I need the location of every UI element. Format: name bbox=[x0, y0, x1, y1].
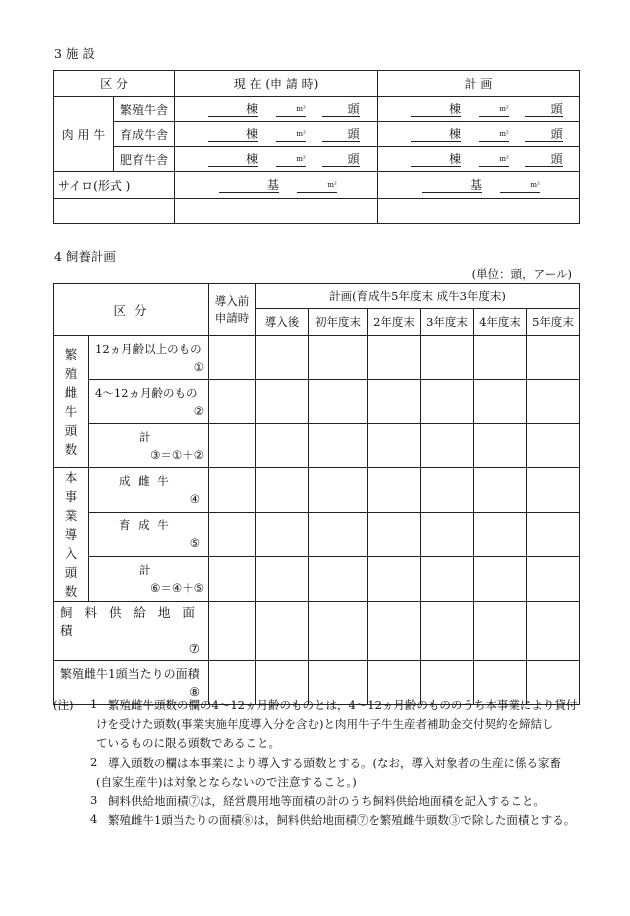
cell[interactable] bbox=[368, 424, 421, 468]
note-1-num: 1 bbox=[90, 697, 98, 711]
cell[interactable] bbox=[256, 602, 309, 661]
unit-head: 頭 bbox=[322, 127, 360, 142]
row-mark: ③＝①＋② bbox=[150, 447, 205, 462]
silo-label: サイロ(形式 ) bbox=[54, 172, 175, 199]
cell[interactable] bbox=[474, 424, 527, 468]
cell[interactable] bbox=[309, 602, 368, 661]
cell[interactable] bbox=[474, 557, 527, 602]
plan-header: 計画(育成牛5年度末 成牛3年度末) bbox=[256, 284, 580, 309]
current-cell-silo[interactable] bbox=[175, 172, 378, 199]
col-kubun-header: 区 分 bbox=[54, 71, 175, 97]
cell[interactable] bbox=[527, 512, 580, 557]
row-label-fattening-barn: 肥育牛舎 bbox=[114, 147, 175, 172]
row-mark: ⑥＝④＋⑤ bbox=[150, 581, 205, 596]
plan-cell-breeding[interactable] bbox=[378, 97, 580, 122]
row-label: 計 bbox=[139, 429, 151, 444]
unit-building: 棟 bbox=[208, 152, 258, 167]
imported-head-group-label: 本事業導入頭数 bbox=[54, 468, 89, 602]
cell[interactable] bbox=[421, 602, 474, 661]
row-mark: ⑧ bbox=[189, 684, 201, 699]
note-3-line-1: 飼料供給地面積⑦は，経営農用地等面積の計のうち飼料供給地面積を記入すること。 bbox=[108, 794, 545, 808]
plan-col-year3: 3年度末 bbox=[421, 309, 474, 336]
cell[interactable] bbox=[368, 602, 421, 661]
row-total-1 bbox=[89, 424, 209, 468]
cell[interactable] bbox=[368, 336, 421, 380]
col-current-header: 現 在 (申 請 時) bbox=[175, 71, 378, 97]
note-1-line-1: 繁殖雌牛頭数の欄の4〜12ヵ月齢のものとは，4〜12ヵ月齢のもののうち本事業により貸付 bbox=[108, 698, 578, 712]
cell[interactable] bbox=[474, 512, 527, 557]
unit-base: 基 bbox=[219, 178, 279, 193]
plan-col-year5: 5年度末 bbox=[527, 309, 580, 336]
unit-area: m² bbox=[276, 102, 306, 117]
unit-building: 棟 bbox=[208, 102, 258, 117]
note-4-line-1: 繁殖雌牛1頭当たりの面積⑧は，飼料供給地面積⑦を繁殖雌牛頭数③で除した面積とする。 bbox=[108, 813, 576, 827]
blank-label-cell[interactable] bbox=[54, 199, 175, 224]
cell[interactable] bbox=[256, 468, 309, 513]
cell[interactable] bbox=[209, 336, 256, 380]
row-mark: ⑤ bbox=[189, 536, 201, 551]
cell[interactable] bbox=[256, 557, 309, 602]
section-3-heading: 3 施 設 bbox=[54, 46, 95, 61]
breeding-plan-table bbox=[53, 283, 580, 705]
unit-area: m² bbox=[276, 127, 306, 142]
unit-head: 頭 bbox=[322, 152, 360, 167]
row-label-breeding-barn: 繁殖牛舎 bbox=[114, 97, 175, 122]
cell[interactable] bbox=[309, 512, 368, 557]
cell[interactable] bbox=[474, 336, 527, 380]
unit-building: 棟 bbox=[208, 127, 258, 142]
cell[interactable] bbox=[527, 468, 580, 513]
cell[interactable] bbox=[256, 424, 309, 468]
cell[interactable] bbox=[527, 557, 580, 602]
cell[interactable] bbox=[209, 424, 256, 468]
col-kubun-header: 区 分 bbox=[54, 284, 209, 336]
row-mark: ① bbox=[193, 359, 205, 374]
unit-head: 頭 bbox=[525, 152, 563, 167]
cell[interactable] bbox=[368, 512, 421, 557]
cell[interactable] bbox=[421, 424, 474, 468]
cell[interactable] bbox=[527, 602, 580, 661]
unit-building: 棟 bbox=[411, 152, 461, 167]
row-mark: ④ bbox=[189, 491, 201, 506]
cell[interactable] bbox=[309, 336, 368, 380]
unit-head: 頭 bbox=[525, 127, 563, 142]
cell[interactable] bbox=[209, 468, 256, 513]
note-1-line-3: ているものに限る頭数であること。 bbox=[96, 736, 280, 750]
unit-building: 棟 bbox=[411, 102, 461, 117]
plan-col-year1: 初年度末 bbox=[309, 309, 368, 336]
cell[interactable] bbox=[209, 557, 256, 602]
cell[interactable] bbox=[256, 512, 309, 557]
note-4-num: 4 bbox=[90, 812, 98, 826]
row-label: 成 雌 牛 bbox=[119, 473, 171, 488]
cell[interactable] bbox=[209, 512, 256, 557]
unit-building: 棟 bbox=[411, 127, 461, 142]
row-label: 飼 料 供 給 地 面 積 bbox=[60, 605, 199, 638]
row-label: 計 bbox=[139, 563, 151, 578]
note-2-line-1: 導入頭数の欄は本事業により導入する頭数とする。(なお，導入対象者の生産に係る家畜 bbox=[108, 756, 561, 770]
unit-area: m² bbox=[479, 127, 509, 142]
unit-area: m² bbox=[276, 152, 306, 167]
plan-col-year4: 4年度末 bbox=[474, 309, 527, 336]
cell[interactable] bbox=[368, 557, 421, 602]
cell[interactable] bbox=[256, 336, 309, 380]
row-mark: ② bbox=[193, 403, 205, 418]
current-cell-rearing[interactable] bbox=[175, 122, 378, 147]
blank-current-cell[interactable] bbox=[175, 199, 378, 224]
cell[interactable] bbox=[527, 424, 580, 468]
row-12-months-plus bbox=[89, 336, 209, 380]
row-feed-area bbox=[54, 602, 209, 661]
row-heifer bbox=[89, 512, 209, 557]
unit-base: 基 bbox=[422, 178, 482, 193]
blank-plan-cell[interactable] bbox=[378, 199, 580, 224]
facilities-table bbox=[53, 70, 580, 224]
current-cell-fattening[interactable] bbox=[175, 147, 378, 172]
unit-head: 頭 bbox=[322, 102, 360, 117]
plan-cell-fattening[interactable] bbox=[378, 147, 580, 172]
row-label: 育 成 牛 bbox=[119, 518, 171, 533]
cell[interactable] bbox=[309, 468, 368, 513]
cell[interactable] bbox=[421, 557, 474, 602]
plan-cell-rearing[interactable] bbox=[378, 122, 580, 147]
unit-area: m² bbox=[297, 178, 337, 193]
row-label: 12ヵ月齢以上のもの bbox=[95, 341, 202, 356]
plan-col-after: 導入後 bbox=[256, 309, 309, 336]
cell[interactable] bbox=[474, 380, 527, 424]
cell[interactable] bbox=[209, 602, 256, 661]
unit-head: 頭 bbox=[525, 102, 563, 117]
cell[interactable] bbox=[309, 380, 368, 424]
beef-cattle-group-label: 肉 用 牛 bbox=[54, 97, 114, 172]
row-total-2 bbox=[89, 557, 209, 602]
row-label: 4〜12ヵ月齢のもの bbox=[95, 385, 198, 400]
note-3-num: 3 bbox=[90, 793, 98, 807]
cell[interactable] bbox=[256, 380, 309, 424]
cell[interactable] bbox=[421, 336, 474, 380]
breeding-cow-group-label: 繁殖雌牛頭数 bbox=[54, 336, 89, 468]
row-adult-cow bbox=[89, 468, 209, 513]
cell[interactable] bbox=[421, 380, 474, 424]
row-label: 繁殖雌牛1頭当たりの面積 bbox=[60, 666, 200, 681]
row-label-rearing-barn: 育成牛舎 bbox=[114, 122, 175, 147]
plan-cell-silo[interactable] bbox=[378, 172, 580, 199]
current-cell-breeding[interactable] bbox=[175, 97, 378, 122]
unit-area: m² bbox=[479, 102, 509, 117]
cell[interactable] bbox=[527, 380, 580, 424]
section-4-heading: 4 飼養計画 bbox=[54, 249, 116, 264]
cell[interactable] bbox=[421, 512, 474, 557]
cell[interactable] bbox=[368, 380, 421, 424]
unit-area: m² bbox=[500, 178, 540, 193]
note-2-num: 2 bbox=[90, 755, 98, 769]
unit-area: m² bbox=[479, 152, 509, 167]
row-mark: ⑦ bbox=[188, 641, 201, 656]
cell[interactable] bbox=[309, 424, 368, 468]
unit-note: (単位：頭，アール) bbox=[471, 267, 572, 281]
cell[interactable] bbox=[368, 468, 421, 513]
note-1-line-2: けを受けた頭数(事業実施年度導入分を含む)と肉用牛子牛生産者補助金交付契約を締結し bbox=[96, 717, 554, 731]
notes-prefix: (注) bbox=[53, 698, 74, 712]
cell[interactable] bbox=[309, 557, 368, 602]
cell[interactable] bbox=[209, 380, 256, 424]
cell[interactable] bbox=[474, 602, 527, 661]
cell[interactable] bbox=[474, 468, 527, 513]
note-2-line-2: (自家生産牛)は対象とならないので注意すること。) bbox=[96, 775, 357, 789]
col-plan-header: 計 画 bbox=[378, 71, 580, 97]
plan-col-year2: 2年度末 bbox=[368, 309, 421, 336]
col-before-header: 導入前 申請時 bbox=[209, 284, 256, 336]
cell[interactable] bbox=[527, 336, 580, 380]
cell[interactable] bbox=[421, 468, 474, 513]
row-4-12-months bbox=[89, 380, 209, 424]
